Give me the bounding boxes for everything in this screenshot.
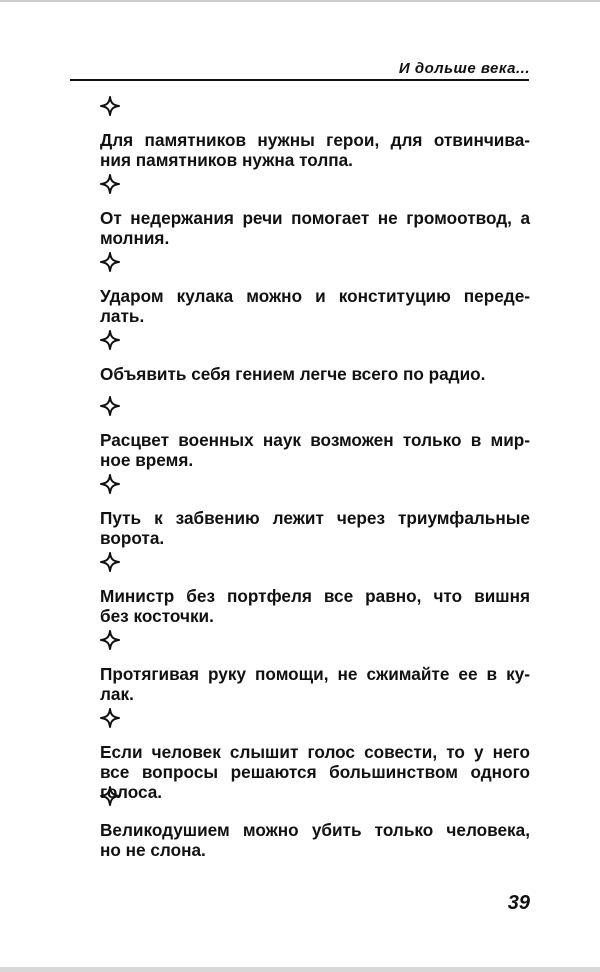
four-point-star-icon (100, 330, 120, 350)
aphorism-line: Протягивая руку помощи, не сжимайте ее в ку- (100, 664, 530, 684)
aphorism-entry (100, 474, 530, 548)
aphorism-line: Объявить себя гением легче всего по радио. (100, 364, 486, 384)
page-top-edge (0, 0, 600, 2)
four-point-star-icon (100, 474, 120, 494)
aphorism-line: Министр без портфеля все равно, что вишня (100, 586, 530, 606)
aphorism-line: но не слона. (100, 840, 206, 860)
aphorism-line: Ударом кулака можно и конституцию переде- (100, 286, 530, 306)
aphorism-entry (100, 630, 530, 704)
aphorism-line: лак. (100, 684, 134, 704)
four-point-star-icon (100, 96, 120, 116)
aphorism-list (100, 96, 530, 864)
aphorism-text (100, 820, 530, 860)
page-number: 39 (507, 892, 530, 914)
aphorism-line: ворота. (100, 528, 165, 548)
aphorism-text (100, 430, 530, 470)
aphorism-entry (100, 330, 530, 392)
aphorism-text (100, 286, 530, 326)
aphorism-entry (100, 708, 530, 802)
aphorism-entry (100, 174, 530, 248)
page-bottom-edge (0, 967, 600, 972)
aphorism-text (100, 130, 530, 170)
aphorism-line: без косточки. (100, 606, 214, 626)
aphorism-entry (100, 786, 530, 860)
running-head: И дольше века... (398, 60, 530, 77)
aphorism-line: все вопросы решаются большинством одного голоса. (100, 762, 530, 802)
aphorism-line: ное время. (100, 450, 194, 470)
aphorism-entry (100, 552, 530, 626)
aphorism-line: Расцвет военных наук возможен только в мир- (100, 430, 530, 450)
aphorism-line: Если человек слышит голос совести, то у него (100, 742, 530, 762)
aphorism-line: молния. (100, 228, 170, 248)
aphorism-text (100, 508, 530, 548)
header-rule (70, 79, 529, 81)
aphorism-line: Для памятников нужны герои, для отвинчива- (100, 130, 530, 150)
aphorism-entry (100, 252, 530, 326)
aphorism-text (100, 742, 530, 802)
aphorism-line: ния памятников нужна толпа. (100, 150, 353, 170)
aphorism-entry (100, 396, 530, 470)
aphorism-text (100, 364, 530, 392)
aphorism-entry (100, 96, 530, 170)
aphorism-line: лать. (100, 306, 145, 326)
aphorism-text (100, 208, 530, 248)
aphorism-line: От недержания речи помогает не громоотвод, а (100, 208, 530, 228)
aphorism-text (100, 664, 530, 704)
four-point-star-icon (100, 396, 120, 416)
aphorism-line: Путь к забвению лежит через триумфальные (100, 508, 530, 528)
four-point-star-icon (100, 552, 120, 572)
four-point-star-icon (100, 708, 120, 728)
four-point-star-icon (100, 630, 120, 650)
four-point-star-icon (100, 252, 120, 272)
aphorism-line: Великодушием можно убить только человека, (100, 820, 530, 840)
aphorism-text (100, 586, 530, 626)
four-point-star-icon (100, 174, 120, 194)
